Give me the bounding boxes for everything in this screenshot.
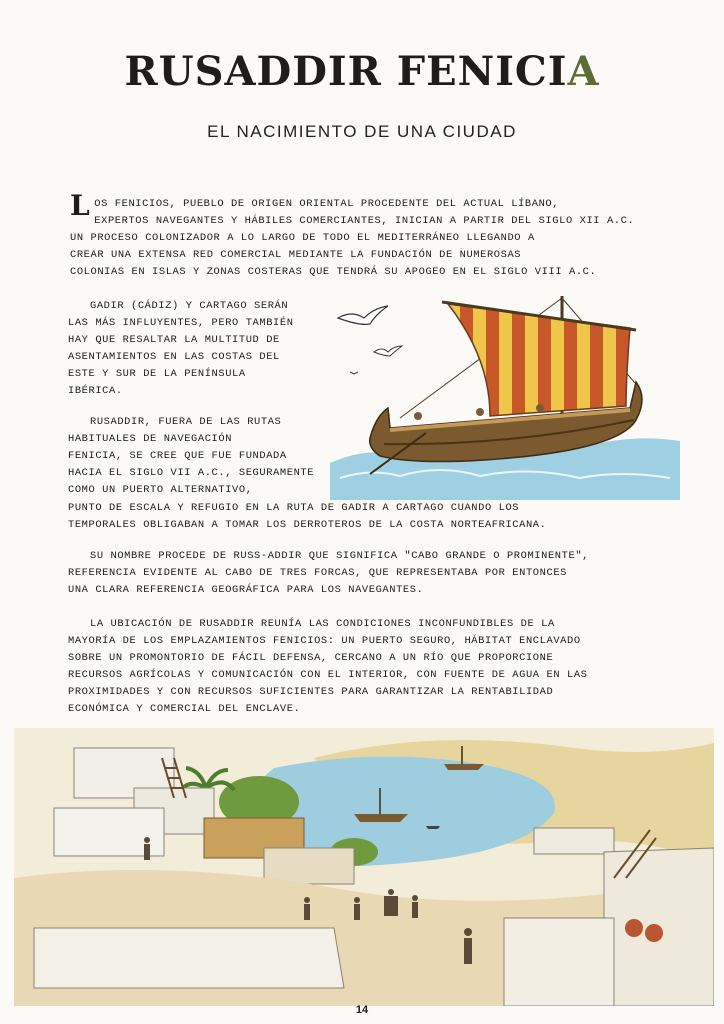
boat-icon xyxy=(444,764,484,770)
text-line: EXPERTOS NAVEGANTES Y HÁBILES COMERCIANTES, INICIAN A PARTIR DEL SIGLO XII A.C. xyxy=(94,215,635,227)
text-line: MAYORÍA DE LOS EMPLAZAMIENTOS FENICIOS: UN PUERTO SEGURO, HÁBITAT ENCLAVADO xyxy=(68,635,581,647)
amphora-icon xyxy=(645,924,663,942)
text-line: COMO UN PUERTO ALTERNATIVO, xyxy=(68,484,253,496)
drop-cap: L xyxy=(70,189,91,222)
amphora-icon xyxy=(625,919,643,937)
rusaddir-town-illustration xyxy=(14,728,714,1006)
text-line: HAY QUE RESALTAR LA MULTITUD DE xyxy=(68,334,280,346)
text-line: RECURSOS AGRÍCOLAS Y COMUNICACIÓN CON EL INTERIOR, CON FUENTE DE AGUA EN LAS xyxy=(68,669,588,681)
seagull-icon xyxy=(338,306,388,324)
text-line: REFERENCIA EVIDENTE AL CABO DE TRES FORCAS, QUE REPRESENTABA POR ENTONCES xyxy=(68,567,567,579)
paragraph-location xyxy=(68,616,658,718)
text-line: ASENTAMIENTOS EN LAS COSTAS DEL xyxy=(68,351,280,363)
text-line: FENICIA, SE CREE QUE FUE FUNDADA xyxy=(68,450,287,462)
text-line: UNA CLARA REFERENCIA GEOGRÁFICA PARA LOS NAVEGANTES. xyxy=(68,584,424,596)
text-line: IBÉRICA. xyxy=(68,385,123,397)
text-line: CREAR UNA EXTENSA RED COMERCIAL MEDIANTE LA FUNDACIÓN DE NUMEROSAS xyxy=(70,249,522,261)
text-line: LAS MÁS INFLUYENTES, PERO TAMBIÉN xyxy=(68,317,294,329)
text-line: RUSADDIR, FUERA DE LAS RUTAS xyxy=(90,416,282,428)
paragraph-rusaddir xyxy=(68,414,315,499)
town-svg xyxy=(14,728,714,1006)
striped-sail xyxy=(448,304,630,416)
seagull-icon xyxy=(350,372,358,374)
text-line: SU NOMBRE PROCEDE DE RUSS-ADDIR QUE SIGNIFICA "CABO GRANDE O PROMINENTE", xyxy=(90,550,589,562)
page-subtitle: EL NACIMIENTO DE UNA CIUDAD xyxy=(207,122,517,141)
text-line: SOBRE UN PROMONTORIO DE FÁCIL DEFENSA, CERCANO A UN RÍO QUE PROPORCIONE xyxy=(68,652,554,664)
page-number: 14 xyxy=(355,1004,369,1016)
text-line: HABITUALES DE NAVEGACIÓN xyxy=(68,433,233,445)
page-title xyxy=(0,48,724,95)
title-accent-letter: A xyxy=(567,48,600,95)
text-line: ESTE Y SUR DE LA PENÍNSULA xyxy=(68,368,246,380)
house xyxy=(264,848,354,884)
paragraph-name-origin xyxy=(68,548,658,599)
phoenician-ship-illustration xyxy=(330,288,680,500)
house xyxy=(504,918,614,1006)
text-line: PROXIMIDADES Y CON RECURSOS SUFICIENTES PARA GARANTIZAR LA RENTABILIDAD xyxy=(68,686,554,698)
text-line: UN PROCESO COLONIZADOR A LO LARGO DE TODO EL MEDITERRÁNEO LLEGANDO A xyxy=(70,232,535,244)
seagull-icon xyxy=(374,346,402,356)
text-line: HACIA EL SIGLO VII A.C., SEGURAMENTE xyxy=(68,467,315,479)
boat-icon xyxy=(426,826,440,829)
text-line: GADIR (CÁDIZ) Y CARTAGO SERÁN xyxy=(90,300,289,312)
intro-paragraph xyxy=(70,189,650,281)
ship-svg xyxy=(330,288,680,500)
house xyxy=(534,828,614,854)
text-line: OS FENICIOS, PUEBLO DE ORIGEN ORIENTAL PROCEDENTE DEL ACTUAL LÍBANO, xyxy=(94,198,560,210)
text-line: LA UBICACIÓN DE RUSADDIR REUNÍA LAS CONDICIONES INCONFUNDIBLES DE LA xyxy=(90,618,555,630)
paragraph-gadir xyxy=(68,298,318,400)
text-line: ECONÓMICA Y COMERCIAL DEL ENCLAVE. xyxy=(68,703,301,715)
text-line: TEMPORALES OBLIGABAN A TOMAR LOS DERROTEROS DE LA COSTA NORTEAFRICANA. xyxy=(68,519,547,531)
paragraph-rusaddir-continued xyxy=(68,500,658,534)
boat-icon xyxy=(354,814,408,822)
title-main: RUSADDIR FENICI xyxy=(124,48,568,95)
text-line: COLONIAS EN ISLAS Y ZONAS COSTERAS QUE TENDRÁ SU APOGEO EN EL SIGLO VIII A.C. xyxy=(70,266,597,278)
text-line: PUNTO DE ESCALA Y REFUGIO EN LA RUTA DE GADIR A CARTAGO CUANDO LOS xyxy=(68,502,520,514)
